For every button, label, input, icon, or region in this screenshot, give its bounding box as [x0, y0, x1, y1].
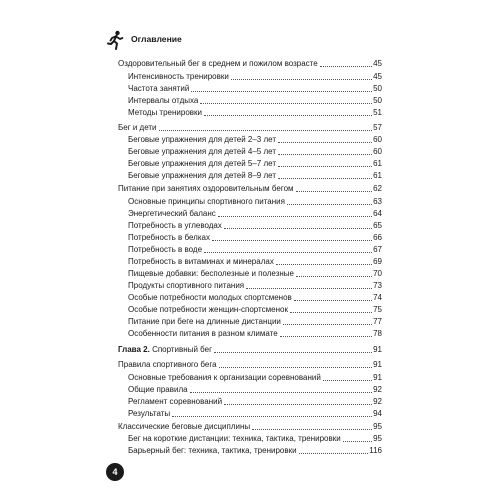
toc-entry	[118, 183, 382, 195]
toc-page-number: 91	[373, 360, 382, 369]
toc-page-number: 69	[373, 257, 382, 266]
dot-leader	[276, 263, 372, 265]
dot-leader	[320, 65, 372, 67]
toc-entry-title: Беговые упражнения для детей 5–7 лет	[128, 159, 276, 168]
toc-page-number: 75	[373, 305, 382, 314]
toc-page-number: 60	[373, 147, 382, 156]
toc-page-number: 73	[373, 281, 382, 290]
dot-leader	[204, 251, 372, 253]
toc-entry	[128, 445, 382, 457]
toc-page-number: 70	[373, 269, 382, 278]
chapter-label: Глава 2.	[118, 345, 150, 354]
dot-leader	[278, 153, 372, 155]
dot-leader	[278, 177, 372, 179]
dot-leader	[172, 415, 372, 417]
toc-entry	[128, 220, 382, 232]
toc-entry	[118, 122, 382, 134]
toc-entry	[118, 359, 382, 371]
toc-entry	[128, 316, 382, 328]
toc-entry-title: Питание при занятиях оздоровительным бегом	[118, 184, 294, 193]
toc-entry-title: Интервалы отдыха	[128, 96, 199, 105]
toc-page-number: 67	[373, 245, 382, 254]
toc-entry	[118, 421, 382, 433]
dot-leader	[296, 190, 373, 192]
toc-page-number: 62	[373, 184, 382, 193]
toc-page-number: 50	[373, 96, 382, 105]
dot-leader	[343, 440, 372, 442]
toc-entry	[128, 158, 382, 170]
toc-page-number: 94	[373, 409, 382, 418]
dot-leader	[246, 287, 372, 289]
toc-entry	[128, 396, 382, 408]
dot-leader	[294, 299, 372, 301]
dot-leader	[219, 366, 373, 368]
toc-entry	[128, 256, 382, 268]
chapter-title: Спортивный бег	[152, 345, 212, 354]
toc-entry	[128, 328, 382, 340]
toc-entry	[128, 384, 382, 396]
toc-page-number: 116	[369, 446, 382, 455]
dot-leader	[218, 215, 372, 217]
dot-leader	[296, 275, 372, 277]
toc-entry	[128, 232, 382, 244]
toc-entry-title: Результаты	[128, 409, 171, 418]
toc-entry-title: Потребность в воде	[128, 245, 203, 254]
toc-entry-title: Беговые упражнения для детей 8–9 лет	[128, 171, 276, 180]
toc-entry-title: Особенности питания в разном климате	[128, 329, 278, 338]
dot-leader	[278, 141, 372, 143]
toc-entry-title: Беговые упражнения для детей 4–5 лет	[128, 147, 276, 156]
dot-leader	[159, 129, 373, 131]
toc-page-number: 64	[373, 209, 382, 218]
dot-leader	[283, 323, 372, 325]
toc-entry-title: Интенсивность тренировки	[128, 72, 229, 81]
toc-page-number: 65	[373, 221, 382, 230]
toc-entry	[128, 372, 382, 384]
toc-entry	[128, 244, 382, 256]
toc-page-number: 91	[373, 373, 382, 382]
toc-entry-title: Потребность в углеводах	[128, 221, 222, 230]
toc-entry-title: Классические беговые дисциплины	[118, 422, 251, 431]
toc-entry-title: Оздоровительный бег в среднем и пожилом возрасте	[118, 59, 318, 68]
toc-page-number: 92	[373, 397, 382, 406]
toc-entry	[118, 58, 382, 70]
toc-entry-title: Потребность в белках	[128, 233, 210, 242]
dot-leader	[212, 239, 372, 241]
toc-entry-title: Бег на короткие дистанции: техника, тактика, тренировки	[128, 434, 341, 443]
dot-leader	[224, 403, 372, 405]
toc-entry-title: Частота занятий	[128, 84, 190, 93]
toc-entry-title: Правила спортивного бега	[118, 360, 217, 369]
toc-page-number: 74	[373, 293, 382, 302]
toc-page-number: 63	[373, 197, 382, 206]
toc-page-number: 66	[373, 233, 382, 242]
toc-entry	[128, 83, 382, 95]
dot-leader	[287, 203, 372, 205]
runner-icon	[105, 30, 125, 50]
toc-entry-title: Особые потребности женщин-спортсменок	[128, 305, 288, 314]
toc-page-number: 45	[373, 59, 382, 68]
toc-entry	[128, 134, 382, 146]
dot-leader	[224, 227, 372, 229]
toc-entry	[128, 433, 382, 445]
toc-entry	[128, 304, 382, 316]
dot-leader	[252, 428, 372, 430]
toc-entry-title: Пищевые добавки: бесполезные и полезные	[128, 269, 294, 278]
toc-page-number: 57	[373, 123, 382, 132]
dot-leader	[200, 102, 372, 104]
toc-entry	[128, 95, 382, 107]
dot-leader	[278, 165, 372, 167]
toc-entry-title: Беговые упражнения для детей 2–3 лет	[128, 135, 276, 144]
toc-page-number: 61	[373, 171, 382, 180]
toc-entry	[128, 170, 382, 182]
toc-entry	[128, 146, 382, 158]
toc-page-number: 91	[373, 345, 382, 354]
toc-entry-title: Основные принципы спортивного питания	[128, 197, 285, 206]
dot-leader	[299, 452, 369, 454]
toc-page-number: 51	[373, 108, 382, 117]
dot-leader	[280, 335, 372, 337]
toc-entry-title: Особые потребности молодых спортсменов	[128, 293, 292, 302]
dot-leader	[231, 78, 372, 80]
dot-leader	[190, 391, 373, 393]
toc-entry-title: Барьерный бег: техника, тактика, тренировки	[128, 446, 297, 455]
toc-page-number: 95	[373, 434, 382, 443]
page-title: Оглавление	[131, 34, 182, 44]
toc-entry	[128, 208, 382, 220]
toc-entry	[128, 71, 382, 83]
toc-entry-title: Питание при беге на длинные дистанции	[128, 317, 281, 326]
toc-page-number: 95	[373, 422, 382, 431]
page-number-badge: 4	[106, 463, 124, 481]
toc-entry-title: Потребность в витаминах и минералах	[128, 257, 274, 266]
toc-page-number: 78	[373, 329, 382, 338]
toc-entry-title: Продукты спортивного питания	[128, 281, 245, 290]
toc-entry	[128, 292, 382, 304]
dot-leader	[290, 311, 372, 313]
toc-entry	[128, 107, 382, 119]
toc-entry-title: Методы тренировки	[128, 108, 202, 117]
toc-page-number: 50	[373, 84, 382, 93]
toc-entry-title	[118, 344, 212, 356]
dot-leader	[214, 351, 372, 353]
toc-entry	[128, 268, 382, 280]
toc-entry-title: Энергетический баланс	[128, 209, 216, 218]
toc-page-number: 60	[373, 135, 382, 144]
toc-entry-title: Общие правила	[128, 385, 188, 394]
dot-leader	[323, 379, 372, 381]
toc-page-number: 45	[373, 72, 382, 81]
dot-leader	[191, 90, 372, 92]
toc-page-number: 61	[373, 159, 382, 168]
dot-leader	[204, 114, 372, 116]
toc-entry-title: Регламент соревнований	[128, 397, 223, 406]
toc-entry	[128, 408, 382, 420]
toc-chapter	[118, 344, 382, 356]
toc-entry-title: Бег и дети	[118, 123, 157, 132]
toc-page-number: 77	[373, 317, 382, 326]
toc-entry-title: Основные требования к организации соревнований	[128, 373, 321, 382]
toc-entry	[128, 280, 382, 292]
toc-entry	[128, 196, 382, 208]
toc-page-number: 92	[373, 385, 382, 394]
